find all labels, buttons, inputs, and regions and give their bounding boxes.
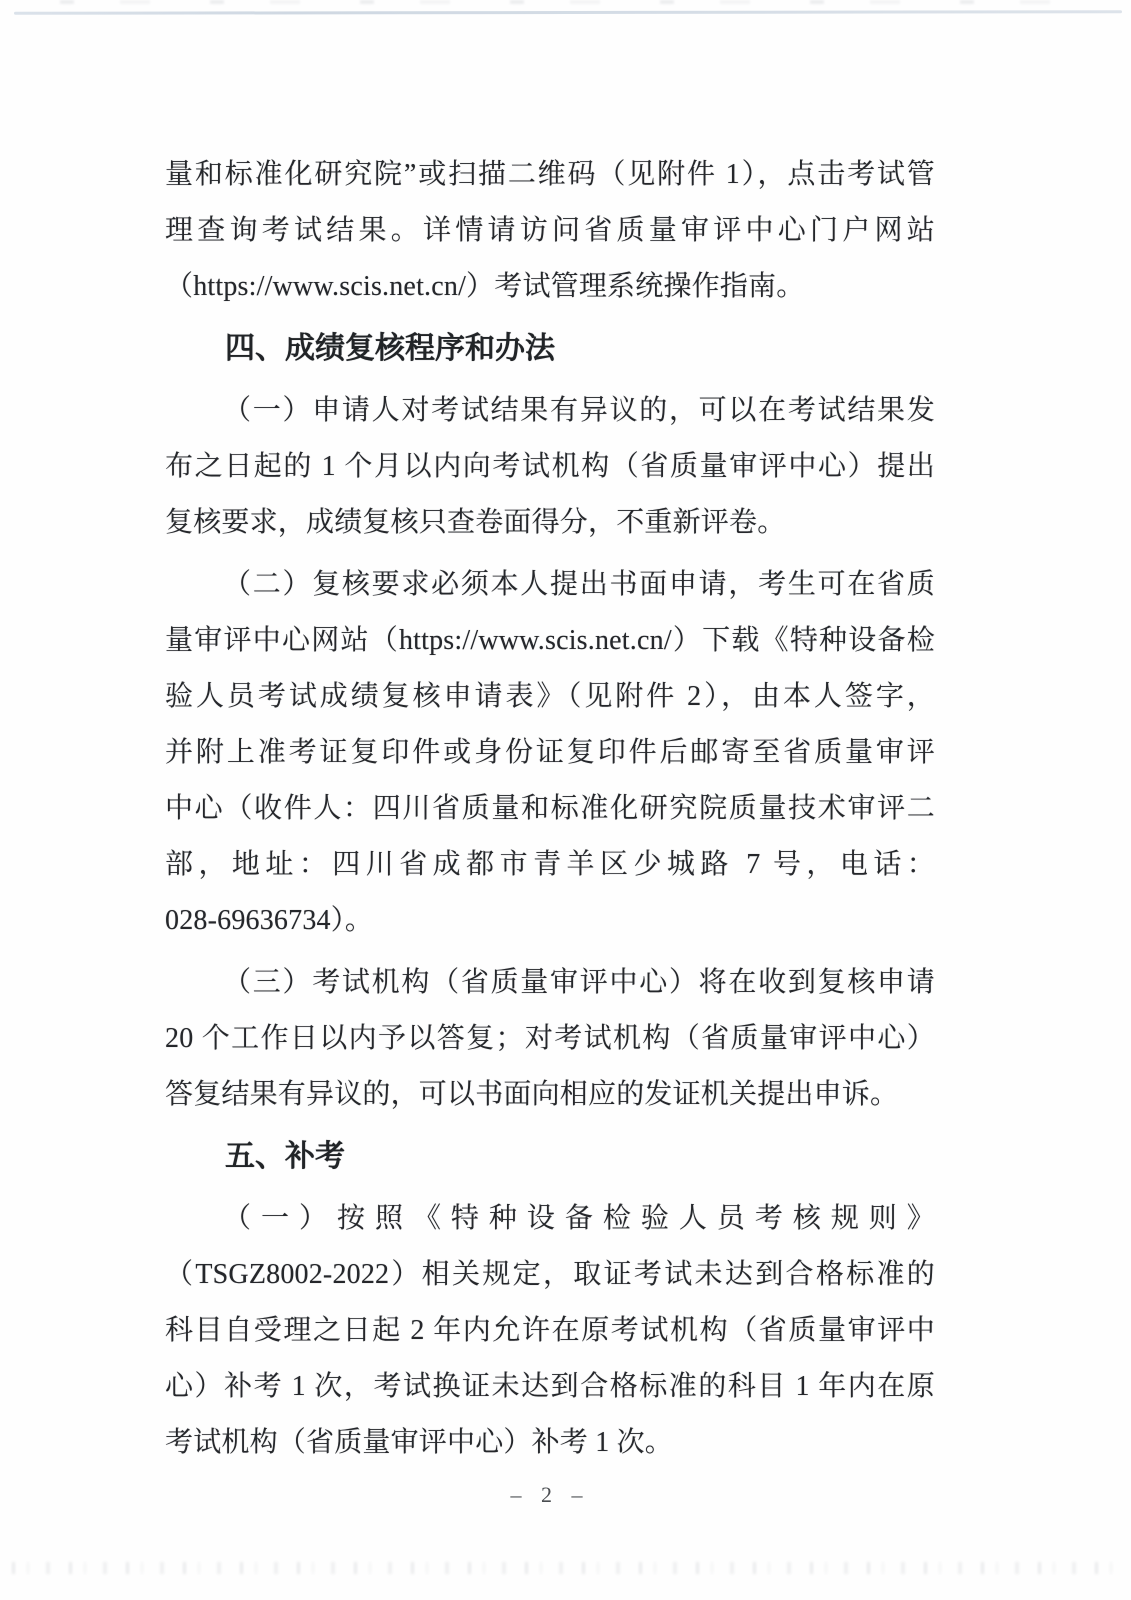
text-line: （https://www.scis.net.cn/）考试管理系统操作指南。 [165,271,805,302]
paragraph [165,383,935,551]
text-line: 验人员考试成绩复核申请表》（见附件 2），由本人签字， [165,681,935,712]
scan-edge-line [14,10,1122,15]
text-line: 部，地址：四川省成都市青羊区少城路 7 号，电话： [165,849,935,880]
scan-bleedthrough-specks [12,1562,1117,1574]
paragraph [165,955,935,1123]
page-number: – 2 – [510,1482,590,1507]
text-line: 心）补考 1 次，考试换证未达到合格标准的科目 1 年内在原 [165,1371,935,1402]
text-line: 理查询考试结果。详情请访问省质量审评中心门户网站 [165,215,935,246]
paragraph [165,1191,935,1471]
paragraph [165,147,935,315]
paragraph [165,557,935,949]
text-line: 科目自受理之日起 2 年内允许在原考试机构（省质量审评中 [165,1315,935,1346]
text-line: 复核要求，成绩复核只查卷面得分，不重新评卷。 [165,507,786,538]
text-line: （三）考试机构（省质量审评中心）将在收到复核申请 [223,967,935,998]
text-line: 028-69636734）。 [165,905,374,936]
document-content [165,147,935,1513]
section-heading: 五、补考 [225,1140,345,1173]
text-line: 中心（收件人：四川省质量和标准化研究院质量技术审评二 [165,793,935,824]
text-line: （TSGZ8002-2022）相关规定，取证考试未达到合格标准的 [165,1259,935,1290]
text-line: 答复结果有异议的，可以书面向相应的发证机关提出申诉。 [165,1079,899,1110]
text-line: 并附上准考证复印件或身份证复印件后邮寄至省质量审评 [165,737,935,768]
text-line: 布之日起的 1 个月以内向考试机构（省质量审评中心）提出 [165,451,935,482]
text-line: （二）复核要求必须本人提出书面申请，考生可在省质 [223,569,935,600]
text-line: 20 个工作日以内予以答复；对考试机构（省质量审评中心） [165,1023,935,1054]
text-line: （一）申请人对考试结果有异议的，可以在考试结果发 [223,395,935,426]
section-heading: 四、成绩复核程序和办法 [225,332,555,365]
text-line: 量审评中心网站（https://www.scis.net.cn/）下载《特种设备检 [165,625,935,656]
text-line: （一）按照《特种设备检验人员考核规则》 [223,1203,935,1234]
text-line: 考试机构（省质量审评中心）补考 1 次。 [165,1427,674,1458]
text-line: 量和标准化研究院”或扫描二维码（见附件 1），点击考试管 [165,159,935,190]
scan-edge-specks [60,0,1091,4]
